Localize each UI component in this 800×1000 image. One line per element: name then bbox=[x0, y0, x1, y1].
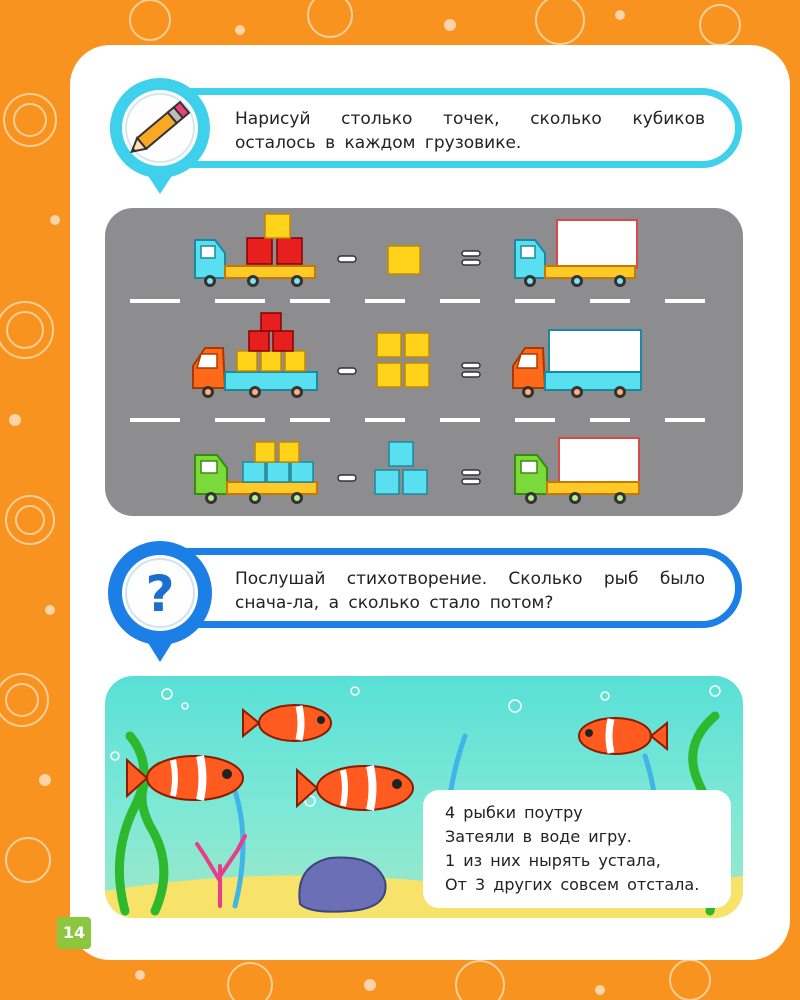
removed-boxes-3 bbox=[375, 442, 427, 494]
poem-box bbox=[423, 790, 731, 908]
poem-line-3: 1 из них нырять устала, bbox=[445, 851, 661, 870]
poem-line-2: Затеяли в воде игру. bbox=[445, 827, 632, 846]
poem-line-1: 4 рыбки поутру bbox=[445, 803, 583, 822]
pencil-icon bbox=[103, 76, 218, 198]
svg-text:?: ? bbox=[145, 565, 175, 623]
poem-line-4: От 3 других совсем отстала. bbox=[445, 875, 700, 894]
rock bbox=[299, 857, 385, 911]
truck-1-empty bbox=[515, 220, 637, 287]
equals-sign-1 bbox=[462, 251, 480, 265]
truck-3-empty bbox=[515, 438, 639, 504]
task2-text: Послушай стихотворение. Сколько рыб было снача-ла, а сколько стало потом? bbox=[235, 569, 705, 613]
equals-sign-2 bbox=[462, 363, 480, 377]
trucks-road bbox=[105, 208, 743, 516]
minus-sign-1 bbox=[338, 256, 356, 262]
truck-3-loaded bbox=[195, 442, 317, 504]
clownfish-4 bbox=[579, 718, 667, 754]
equals-sign-3 bbox=[462, 470, 480, 484]
page-number: 14 bbox=[57, 917, 91, 949]
minus-sign-3 bbox=[338, 475, 356, 481]
truck-2-loaded bbox=[193, 313, 317, 398]
removed-boxes-2 bbox=[377, 333, 429, 387]
clownfish-2 bbox=[243, 705, 331, 741]
minus-sign-2 bbox=[338, 368, 356, 374]
truck-2-empty bbox=[513, 330, 641, 398]
task1-text: Нарисуй столько точек, сколько кубиков осталось в каждом грузовике. bbox=[235, 109, 705, 153]
question-icon bbox=[103, 538, 218, 666]
removed-box-1 bbox=[388, 246, 420, 274]
truck-1-loaded bbox=[195, 214, 315, 287]
truck-row-1 bbox=[195, 214, 637, 287]
truck-row-2 bbox=[193, 313, 641, 398]
truck-row-3 bbox=[195, 438, 639, 504]
